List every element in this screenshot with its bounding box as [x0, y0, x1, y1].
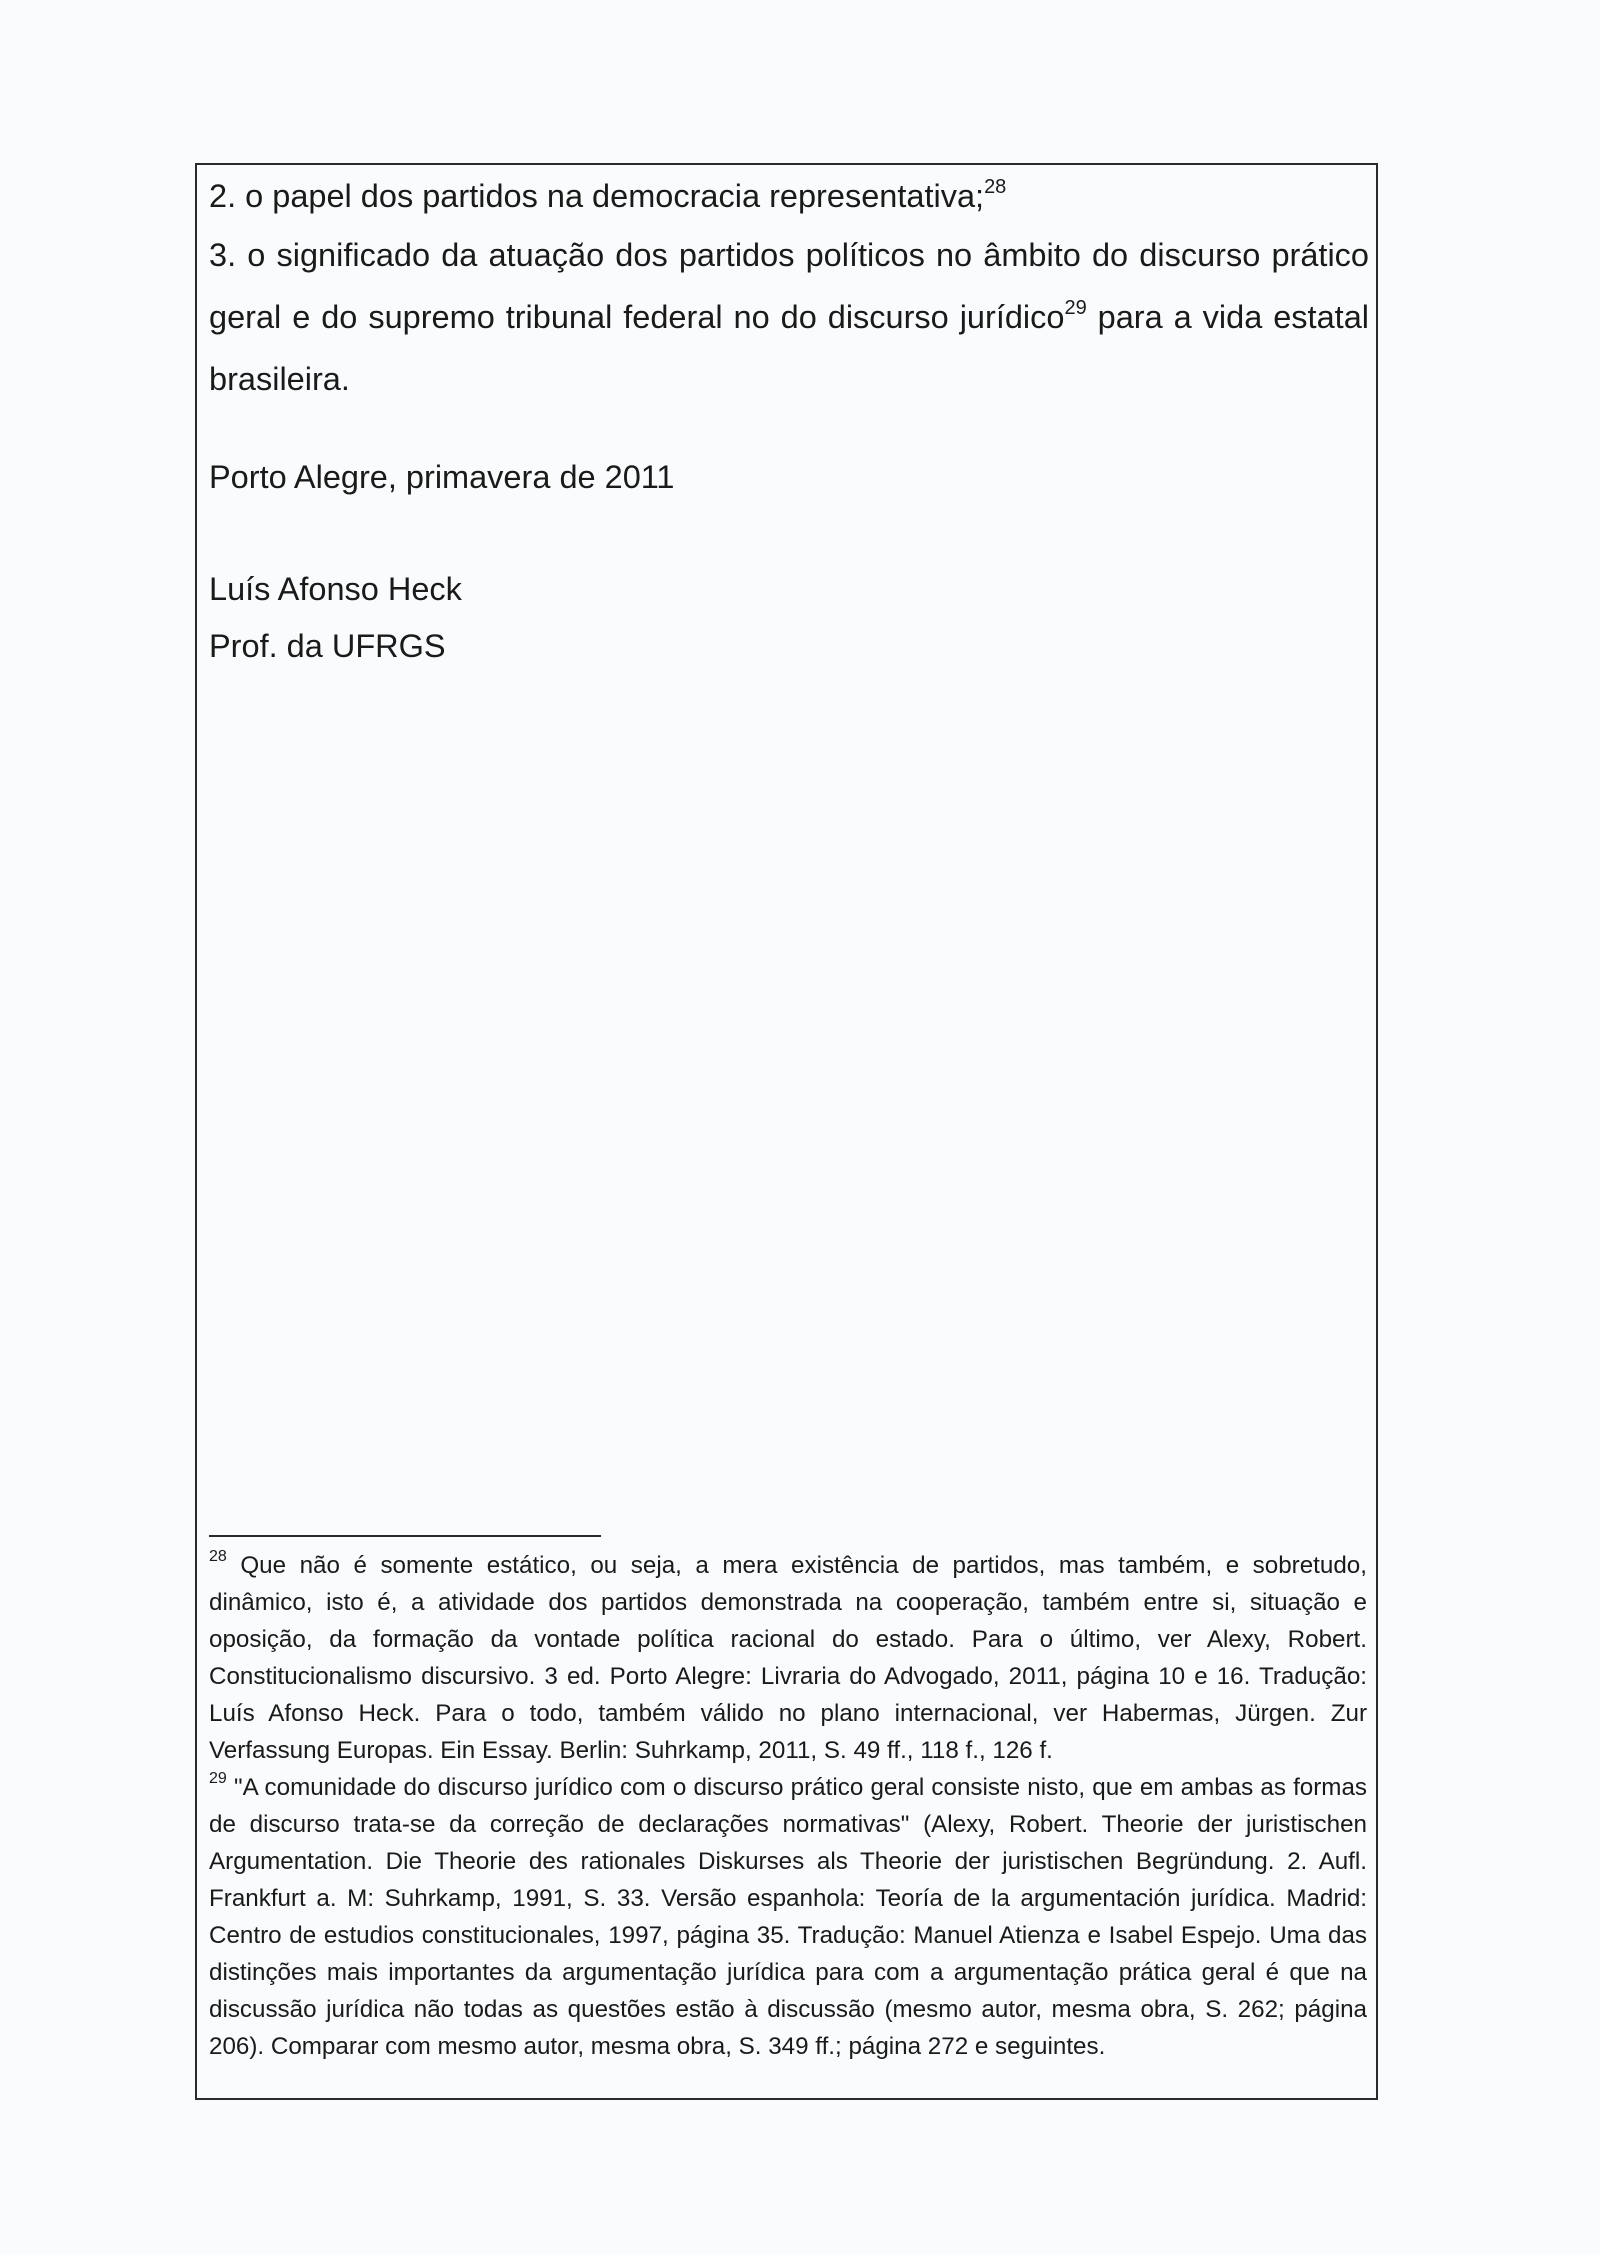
list-item-3 [209, 224, 1369, 410]
footnote-text: "A comunidade do discurso jurídico com o discurso prático geral consiste nisto, que em ambas as formas de discurso trata-se da correção de declarações normativas" (Alexy, Robert. Theorie der juristischen Argumentation. Die Theorie des rationales Diskurses als Theorie der juristischen Begründung. 2. Aufl. Frankfurt a. M: Suhrkamp, 1991, S. 33. Versão espanhola: Teoría de la argumentación jurídica. Madrid: Centro de estudios constitucionales, 1997, página 35. Tradução: Manuel Atienza e Isabel Espejo. Uma das distinções mais importantes da argumentação jurídica para com a argumentação prática geral é que na discussão jurídica não todas as questões estão à discussão (mesmo autor, mesma obra, S. 262; página 206). Comparar com mesmo autor, mesma obra, S. 349 ff.; página 272 e seguintes. [209, 1774, 1368, 2060]
list-item-2 [209, 168, 1369, 224]
main-text [209, 168, 1369, 410]
footnote-ref-29[interactable]: 29 [1064, 297, 1087, 320]
footnote-separator [209, 1535, 601, 1537]
list-item-2-text: 2. o papel dos partidos na democracia representativa; [209, 178, 985, 214]
author-title: Prof. da UFRGS [209, 628, 446, 664]
signature-block [209, 561, 462, 675]
list-item-3-text-b: para a vida estatal brasileira. [209, 299, 1369, 397]
footnote-28 [209, 1547, 1367, 1769]
footnotes [209, 1547, 1367, 2065]
footnote-ref-28[interactable]: 28 [984, 176, 1007, 199]
place-date: Porto Alegre, primavera de 2011 [209, 459, 675, 495]
list-item-3-text-a: 3. o significado da atuação dos partidos políticos no âmbito do discurso prático geral e do supremo tribunal federal no do discurso jurídico [209, 237, 1369, 335]
footnote-number: 28 [209, 1547, 227, 1565]
footnote-text: Que não é somente estático, ou seja, a mera existência de partidos, mas também, e sobretudo, dinâmico, isto é, a atividade dos partidos demonstrada na cooperação, também entre si, situação e oposição, da formação da vontade política racional do estado. Para o último, ver Alexy, Robert. Constitucionalismo discursivo. 3 ed. Porto Alegre: Livraria do Advogado, 2011, página 10 e 16. Tradução: Luís Afonso Heck. Para o todo, também válido no plano internacional, ver Habermas, Jürgen. Zur Verfassung Europas. Ein Essay. Berlin: Suhrkamp, 2011, S. 49 ff., 118 f., 126 f. [209, 1552, 1367, 1764]
footnote-29 [209, 1769, 1367, 2065]
author-name: Luís Afonso Heck [209, 571, 462, 607]
footnote-number: 29 [209, 1769, 227, 1787]
